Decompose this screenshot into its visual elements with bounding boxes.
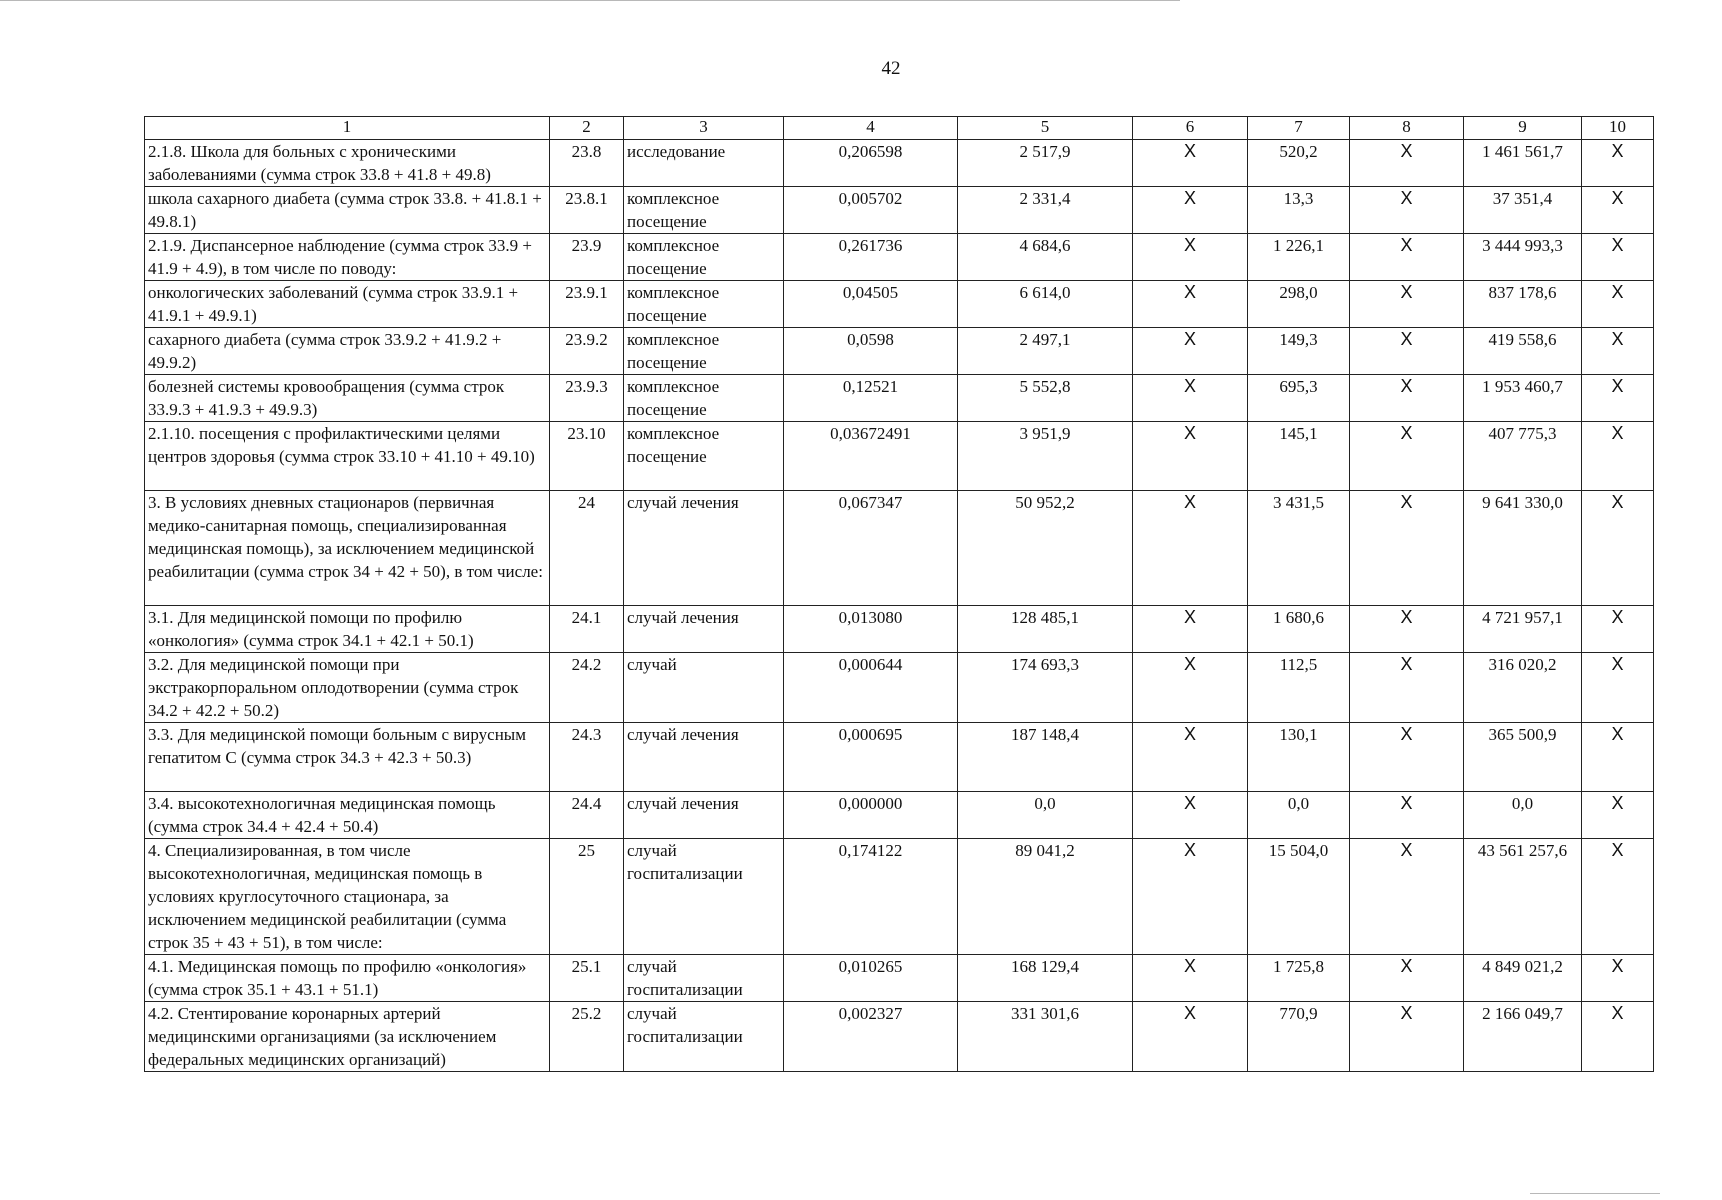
volume-norm-cell: 0,013080 (784, 606, 958, 653)
line-number-cell: 24.1 (550, 606, 624, 653)
volume-norm-cell: 0,04505 (784, 281, 958, 328)
volume-norm-cell: 0,005702 (784, 187, 958, 234)
col7-cell-cell: 770,9 (1248, 1002, 1350, 1072)
table-row (145, 187, 1654, 234)
col7-cell-cell: 145,1 (1248, 422, 1350, 491)
volume-norm-cell: 0,000644 (784, 653, 958, 723)
volume-norm-cell: 0,0598 (784, 328, 958, 375)
col8-cell-cell: X (1350, 234, 1464, 281)
col8-cell-cell: X (1350, 187, 1464, 234)
col6-cell-cell: X (1133, 955, 1248, 1002)
col6-cell-cell: X (1133, 1002, 1248, 1072)
col7-cell-cell: 695,3 (1248, 375, 1350, 422)
volume-norm-cell: 0,002327 (784, 1002, 958, 1072)
col10-cell-cell: X (1582, 955, 1654, 1002)
col6-cell-cell: X (1133, 140, 1248, 187)
col10-cell-cell: X (1582, 140, 1654, 187)
col10-cell-cell: X (1582, 1002, 1654, 1072)
line-number-cell: 23.9 (550, 234, 624, 281)
unit-cell: комплексное посещение (624, 187, 784, 234)
indicator-name-cell: 4.1. Медицинская помощь по профилю «онкология» (сумма строк 35.1 + 43.1 + 51.1) (145, 955, 550, 1002)
col8-cell-cell: X (1350, 839, 1464, 955)
cost-norm-cell: 2 331,4 (958, 187, 1133, 234)
cost-norm-cell: 2 517,9 (958, 140, 1133, 187)
col9-cell-cell: 1 461 561,7 (1464, 140, 1582, 187)
table-row (145, 792, 1654, 839)
unit-cell: случай лечения (624, 723, 784, 792)
column-header: 8 (1350, 117, 1464, 140)
col6-cell-cell: X (1133, 328, 1248, 375)
cost-norm-cell: 331 301,6 (958, 1002, 1133, 1072)
table-row (145, 653, 1654, 723)
col8-cell-cell: X (1350, 422, 1464, 491)
col9-cell-cell: 9 641 330,0 (1464, 491, 1582, 606)
table-row (145, 955, 1654, 1002)
line-number-cell: 25.2 (550, 1002, 624, 1072)
col7-cell-cell: 15 504,0 (1248, 839, 1350, 955)
indicator-name-cell: 3.4. высокотехнологичная медицинская помощь (сумма строк 34.4 + 42.4 + 50.4) (145, 792, 550, 839)
table-row (145, 839, 1654, 955)
unit-cell: случай госпитализации (624, 955, 784, 1002)
cost-norm-cell: 50 952,2 (958, 491, 1133, 606)
col10-cell-cell: X (1582, 328, 1654, 375)
volume-norm-cell: 0,000000 (784, 792, 958, 839)
col8-cell-cell: X (1350, 375, 1464, 422)
col6-cell-cell: X (1133, 281, 1248, 328)
column-header: 3 (624, 117, 784, 140)
col10-cell-cell: X (1582, 606, 1654, 653)
line-number-cell: 23.8 (550, 140, 624, 187)
col10-cell-cell: X (1582, 281, 1654, 328)
col6-cell-cell: X (1133, 606, 1248, 653)
col10-cell-cell: X (1582, 422, 1654, 491)
col7-cell-cell: 1 725,8 (1248, 955, 1350, 1002)
col8-cell-cell: X (1350, 281, 1464, 328)
unit-cell: случай лечения (624, 491, 784, 606)
col10-cell-cell: X (1582, 375, 1654, 422)
cost-norm-cell: 5 552,8 (958, 375, 1133, 422)
col6-cell-cell: X (1133, 792, 1248, 839)
col9-cell-cell: 3 444 993,3 (1464, 234, 1582, 281)
cost-norm-cell: 2 497,1 (958, 328, 1133, 375)
col8-cell-cell: X (1350, 955, 1464, 1002)
col9-cell-cell: 4 849 021,2 (1464, 955, 1582, 1002)
line-number-cell: 24.3 (550, 723, 624, 792)
column-header: 2 (550, 117, 624, 140)
table-row (145, 328, 1654, 375)
volume-norm-cell: 0,12521 (784, 375, 958, 422)
unit-cell: случай госпитализации (624, 839, 784, 955)
line-number-cell: 24.2 (550, 653, 624, 723)
line-number-cell: 23.9.1 (550, 281, 624, 328)
volume-norm-cell: 0,03672491 (784, 422, 958, 491)
data-table (144, 116, 1654, 1072)
col9-cell-cell: 37 351,4 (1464, 187, 1582, 234)
cost-norm-cell: 0,0 (958, 792, 1133, 839)
col7-cell-cell: 3 431,5 (1248, 491, 1350, 606)
volume-norm-cell: 0,000695 (784, 723, 958, 792)
indicator-name-cell: 2.1.8. Школа для больных с хроническими заболеваниями (сумма строк 33.8 + 41.8 + 49.8) (145, 140, 550, 187)
line-number-cell: 23.9.3 (550, 375, 624, 422)
col10-cell-cell: X (1582, 491, 1654, 606)
volume-norm-cell: 0,174122 (784, 839, 958, 955)
unit-cell: комплексное посещение (624, 375, 784, 422)
cost-norm-cell: 174 693,3 (958, 653, 1133, 723)
col9-cell-cell: 1 953 460,7 (1464, 375, 1582, 422)
indicator-name-cell: болезней системы кровообращения (сумма строк 33.9.3 + 41.9.3 + 49.9.3) (145, 375, 550, 422)
indicator-name-cell: 4. Специализированная, в том числе высокотехнологичная, медицинская помощь в условиях круглосуточного стационара, за исключением медицинской реабилитации (сумма строк 35 + 43 + 51), в том числе: (145, 839, 550, 955)
col9-cell-cell: 837 178,6 (1464, 281, 1582, 328)
col8-cell-cell: X (1350, 491, 1464, 606)
col8-cell-cell: X (1350, 328, 1464, 375)
col8-cell-cell: X (1350, 140, 1464, 187)
col7-cell-cell: 112,5 (1248, 653, 1350, 723)
volume-norm-cell: 0,261736 (784, 234, 958, 281)
table-row (145, 281, 1654, 328)
cost-norm-cell: 3 951,9 (958, 422, 1133, 491)
volume-norm-cell: 0,206598 (784, 140, 958, 187)
unit-cell: комплексное посещение (624, 281, 784, 328)
indicator-name-cell: 3.3. Для медицинской помощи больным с вирусным гепатитом С (сумма строк 34.3 + 42.3 + 50.3) (145, 723, 550, 792)
table-row (145, 234, 1654, 281)
col9-cell-cell: 407 775,3 (1464, 422, 1582, 491)
col6-cell-cell: X (1133, 653, 1248, 723)
column-header: 9 (1464, 117, 1582, 140)
header-row (145, 117, 1654, 140)
col6-cell-cell: X (1133, 234, 1248, 281)
unit-cell: случай лечения (624, 792, 784, 839)
col7-cell-cell: 0,0 (1248, 792, 1350, 839)
col9-cell-cell: 4 721 957,1 (1464, 606, 1582, 653)
indicator-name-cell: онкологических заболеваний (сумма строк 33.9.1 + 41.9.1 + 49.9.1) (145, 281, 550, 328)
col10-cell-cell: X (1582, 792, 1654, 839)
col9-cell-cell: 316 020,2 (1464, 653, 1582, 723)
col9-cell-cell: 43 561 257,6 (1464, 839, 1582, 955)
volume-norm-cell: 0,067347 (784, 491, 958, 606)
col8-cell-cell: X (1350, 792, 1464, 839)
col8-cell-cell: X (1350, 606, 1464, 653)
col10-cell-cell: X (1582, 187, 1654, 234)
col6-cell-cell: X (1133, 375, 1248, 422)
col10-cell-cell: X (1582, 234, 1654, 281)
col9-cell-cell: 365 500,9 (1464, 723, 1582, 792)
table-row (145, 375, 1654, 422)
volume-norm-cell: 0,010265 (784, 955, 958, 1002)
line-number-cell: 23.10 (550, 422, 624, 491)
line-number-cell: 24.4 (550, 792, 624, 839)
indicator-name-cell: сахарного диабета (сумма строк 33.9.2 + 41.9.2 + 49.9.2) (145, 328, 550, 375)
unit-cell: комплексное посещение (624, 328, 784, 375)
table-body (145, 140, 1654, 1072)
unit-cell: случай (624, 653, 784, 723)
col7-cell-cell: 1 226,1 (1248, 234, 1350, 281)
unit-cell: исследование (624, 140, 784, 187)
unit-cell: случай госпитализации (624, 1002, 784, 1072)
column-header: 10 (1582, 117, 1654, 140)
line-number-cell: 25.1 (550, 955, 624, 1002)
table-row (145, 140, 1654, 187)
cost-norm-cell: 4 684,6 (958, 234, 1133, 281)
cost-norm-cell: 168 129,4 (958, 955, 1133, 1002)
col10-cell-cell: X (1582, 653, 1654, 723)
data-table-container (144, 116, 1654, 1072)
col9-cell-cell: 419 558,6 (1464, 328, 1582, 375)
line-number-cell: 25 (550, 839, 624, 955)
column-header: 4 (784, 117, 958, 140)
line-number-cell: 23.9.2 (550, 328, 624, 375)
scan-edge-bottom (1530, 1193, 1660, 1194)
col6-cell-cell: X (1133, 422, 1248, 491)
col9-cell-cell: 0,0 (1464, 792, 1582, 839)
indicator-name-cell: 2.1.9. Диспансерное наблюдение (сумма строк 33.9 + 41.9 + 4.9), в том числе по поводу: (145, 234, 550, 281)
indicator-name-cell: 4.2. Стентирование коронарных артерий медицинскими организациями (за исключением федеральных медицинских организаций) (145, 1002, 550, 1072)
indicator-name-cell: 3.1. Для медицинской помощи по профилю «онкология» (сумма строк 34.1 + 42.1 + 50.1) (145, 606, 550, 653)
col8-cell-cell: X (1350, 723, 1464, 792)
col7-cell-cell: 520,2 (1248, 140, 1350, 187)
col6-cell-cell: X (1133, 187, 1248, 234)
line-number-cell: 24 (550, 491, 624, 606)
page-number: 42 (881, 58, 901, 79)
indicator-name-cell: 3. В условиях дневных стационаров (первичная медико-санитарная помощь, специализированная медицинская помощь), за исключением медицинской реабилитации (сумма строк 34 + 42 + 50), в том числе: (145, 491, 550, 606)
col6-cell-cell: X (1133, 491, 1248, 606)
cost-norm-cell: 89 041,2 (958, 839, 1133, 955)
unit-cell: случай лечения (624, 606, 784, 653)
table-row (145, 422, 1654, 491)
col8-cell-cell: X (1350, 653, 1464, 723)
col6-cell-cell: X (1133, 839, 1248, 955)
column-header: 6 (1133, 117, 1248, 140)
col7-cell-cell: 298,0 (1248, 281, 1350, 328)
col7-cell-cell: 13,3 (1248, 187, 1350, 234)
col7-cell-cell: 1 680,6 (1248, 606, 1350, 653)
col10-cell-cell: X (1582, 723, 1654, 792)
col6-cell-cell: X (1133, 723, 1248, 792)
table-row (145, 491, 1654, 606)
col9-cell-cell: 2 166 049,7 (1464, 1002, 1582, 1072)
scan-edge-top (0, 0, 1180, 1)
unit-cell: комплексное посещение (624, 234, 784, 281)
cost-norm-cell: 128 485,1 (958, 606, 1133, 653)
line-number-cell: 23.8.1 (550, 187, 624, 234)
table-row (145, 723, 1654, 792)
indicator-name-cell: школа сахарного диабета (сумма строк 33.8. + 41.8.1 + 49.8.1) (145, 187, 550, 234)
table-row (145, 1002, 1654, 1072)
col8-cell-cell: X (1350, 1002, 1464, 1072)
col7-cell-cell: 149,3 (1248, 328, 1350, 375)
column-header: 1 (145, 117, 550, 140)
column-header: 5 (958, 117, 1133, 140)
indicator-name-cell: 2.1.10. посещения с профилактическими целями центров здоровья (сумма строк 33.10 + 41.10 + 49.10) (145, 422, 550, 491)
cost-norm-cell: 187 148,4 (958, 723, 1133, 792)
column-header: 7 (1248, 117, 1350, 140)
col7-cell-cell: 130,1 (1248, 723, 1350, 792)
table-row (145, 606, 1654, 653)
col10-cell-cell: X (1582, 839, 1654, 955)
indicator-name-cell: 3.2. Для медицинской помощи при экстракорпоральном оплодотворении (сумма строк 34.2 + 42.2 + 50.2) (145, 653, 550, 723)
cost-norm-cell: 6 614,0 (958, 281, 1133, 328)
unit-cell: комплексное посещение (624, 422, 784, 491)
